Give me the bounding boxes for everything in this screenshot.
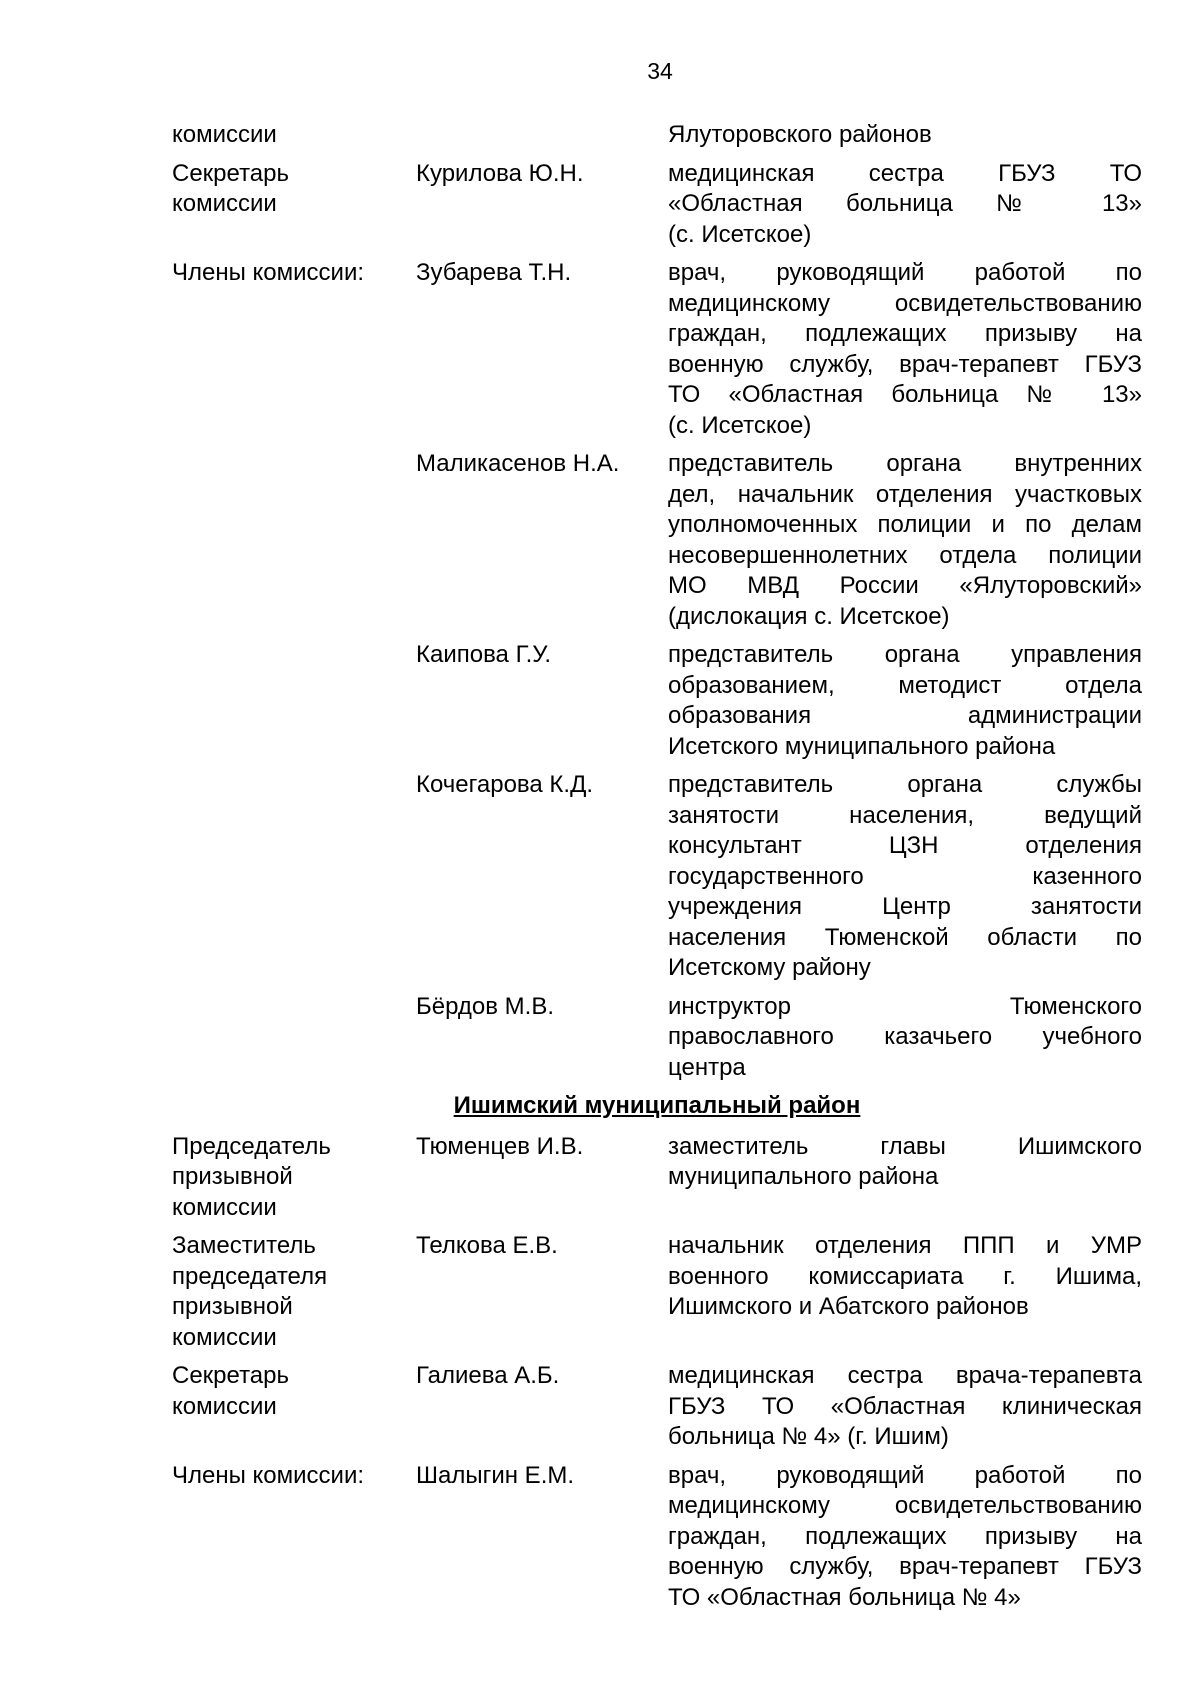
- member-position: [668, 1361, 1142, 1453]
- role-line: Председатель: [172, 1132, 331, 1160]
- member-position: [668, 449, 1142, 632]
- position-line: медицинскому освидетельствованию: [668, 1492, 1142, 1519]
- position-line: «Областная больница № 13»: [668, 190, 1142, 217]
- member-row: [172, 159, 1142, 251]
- position-line: заместитель главы Ишимского: [668, 1132, 1142, 1160]
- position-line: государственного казенного: [668, 862, 1142, 890]
- member-position: [668, 992, 1142, 1084]
- position-line: начальник отделения ППП и УМР: [668, 1232, 1142, 1259]
- position-line: граждан, подлежащих призыву на: [668, 320, 1142, 347]
- member-name: Каипова Г.У.: [416, 641, 552, 668]
- position-line: Исетского муниципального района: [668, 732, 1056, 760]
- member-row: [172, 449, 1142, 632]
- role-line: комиссии: [172, 190, 277, 217]
- position-line: (с. Исетское): [668, 411, 812, 439]
- member-name: Кочегарова К.Д.: [416, 771, 593, 798]
- member-role: [172, 449, 416, 632]
- position-line: больница № 4» (г. Ишим): [668, 1423, 949, 1450]
- member-position: [668, 258, 1142, 441]
- member-name: Тюменцев И.В.: [416, 1132, 584, 1160]
- member-role: [172, 770, 416, 984]
- position-line: муниципального района: [668, 1163, 939, 1190]
- member-name: Галиева А.Б.: [416, 1362, 560, 1389]
- member-role: [172, 640, 416, 762]
- position-line: Ишимского и Абатского районов: [668, 1293, 1029, 1320]
- position-line: ТО «Областная больница № 4»: [668, 1583, 1021, 1611]
- member-position: [668, 1231, 1142, 1353]
- commission-table-top: [172, 120, 1142, 1083]
- member-row: [172, 1361, 1142, 1453]
- position-line: дел, начальник отделения участковых: [668, 480, 1142, 508]
- member-position: [668, 159, 1142, 251]
- member-row: [172, 1231, 1142, 1353]
- member-name: Бёрдов М.В.: [416, 992, 554, 1020]
- member-name: Курилова Ю.Н.: [416, 159, 584, 187]
- section-heading: Ишимский муниципальный район: [453, 1092, 861, 1119]
- position-line: (с. Исетское): [668, 220, 812, 248]
- member-row: [172, 770, 1142, 984]
- member-position: [668, 1461, 1142, 1614]
- member-name: [416, 120, 668, 151]
- role-line: комиссии: [172, 1323, 277, 1351]
- position-line: ТО «Областная больница № 13»: [668, 381, 1142, 408]
- position-line: граждан, подлежащих призыву на: [668, 1522, 1142, 1550]
- member-role: [172, 120, 416, 151]
- position-line: учреждения Центр занятости: [668, 893, 1142, 920]
- member-position: [668, 120, 1142, 151]
- member-row: [172, 992, 1142, 1084]
- position-line: военную службу, врач-терапевт ГБУЗ: [668, 350, 1142, 378]
- position-line: уполномоченных полиции и по делам: [668, 511, 1142, 538]
- position-line: инструктор Тюменского: [668, 992, 1142, 1020]
- position-line: медицинская сестра врача-терапевта: [668, 1362, 1142, 1389]
- member-role: [172, 1461, 416, 1614]
- position-line: (дислокация с. Исетское): [668, 602, 950, 630]
- member-row: [172, 1132, 1142, 1224]
- member-name: Шалыгин Е.М.: [416, 1461, 575, 1489]
- position-line: представитель органа управления: [668, 641, 1142, 668]
- role-line: призывной: [172, 1163, 293, 1190]
- position-line: медицинская сестра ГБУЗ ТО: [668, 159, 1142, 187]
- member-role: [172, 159, 416, 251]
- role-line: председателя: [172, 1262, 328, 1290]
- position-line: образованием, методист отдела: [668, 671, 1142, 699]
- position-line: врач, руководящий работой по: [668, 259, 1142, 286]
- role-line: Заместитель: [172, 1232, 316, 1259]
- member-name: Телкова Е.В.: [416, 1232, 558, 1259]
- role-line: Секретарь: [172, 159, 289, 187]
- role-line: Члены комиссии:: [172, 259, 365, 286]
- member-position: [668, 1132, 1142, 1224]
- position-line: ГБУЗ ТО «Областная клиническая: [668, 1392, 1142, 1420]
- member-row: [172, 640, 1142, 762]
- position-line: образования администрации: [668, 702, 1142, 729]
- member-role: [172, 258, 416, 441]
- position-line: несовершеннолетних отдела полиции: [668, 541, 1142, 569]
- member-row: [172, 120, 1142, 151]
- page-number: 34: [647, 58, 673, 84]
- member-role: [172, 1132, 416, 1224]
- member-name: Маликасенов Н.А.: [416, 450, 620, 477]
- position-line: центра: [668, 1053, 746, 1081]
- member-role: [172, 1361, 416, 1453]
- member-name: Зубарева Т.Н.: [416, 259, 572, 286]
- position-line: православного казачьего учебного: [668, 1023, 1142, 1050]
- role-line: Секретарь: [172, 1362, 289, 1389]
- role-line: комиссии: [172, 1392, 277, 1420]
- member-row: [172, 258, 1142, 441]
- position-line: МО МВД России «Ялуторовский»: [668, 572, 1142, 599]
- position-line: военного комиссариата г. Ишима,: [668, 1262, 1142, 1290]
- position-line: населения Тюменской области по: [668, 923, 1142, 951]
- commission-list: [172, 120, 1142, 1621]
- role-line: Члены комиссии:: [172, 1461, 365, 1489]
- position-line: Ялуторовского районов: [668, 121, 932, 148]
- role-line: призывной: [172, 1293, 293, 1320]
- role-line: комиссии: [172, 121, 277, 148]
- position-line: консультант ЦЗН отделения: [668, 832, 1142, 859]
- member-role: [172, 1231, 416, 1353]
- position-line: врач, руководящий работой по: [668, 1461, 1142, 1489]
- member-position: [668, 640, 1142, 762]
- position-line: медицинскому освидетельствованию: [668, 289, 1142, 317]
- position-line: занятости населения, ведущий: [668, 801, 1142, 829]
- position-line: представитель органа внутренних: [668, 450, 1142, 477]
- member-row: [172, 1461, 1142, 1614]
- role-line: комиссии: [172, 1193, 277, 1221]
- position-line: представитель органа службы: [668, 771, 1142, 798]
- position-line: Исетскому району: [668, 954, 871, 981]
- member-role: [172, 992, 416, 1084]
- position-line: военную службу, врач-терапевт ГБУЗ: [668, 1553, 1142, 1580]
- commission-table-bottom: [172, 1132, 1142, 1614]
- member-position: [668, 770, 1142, 984]
